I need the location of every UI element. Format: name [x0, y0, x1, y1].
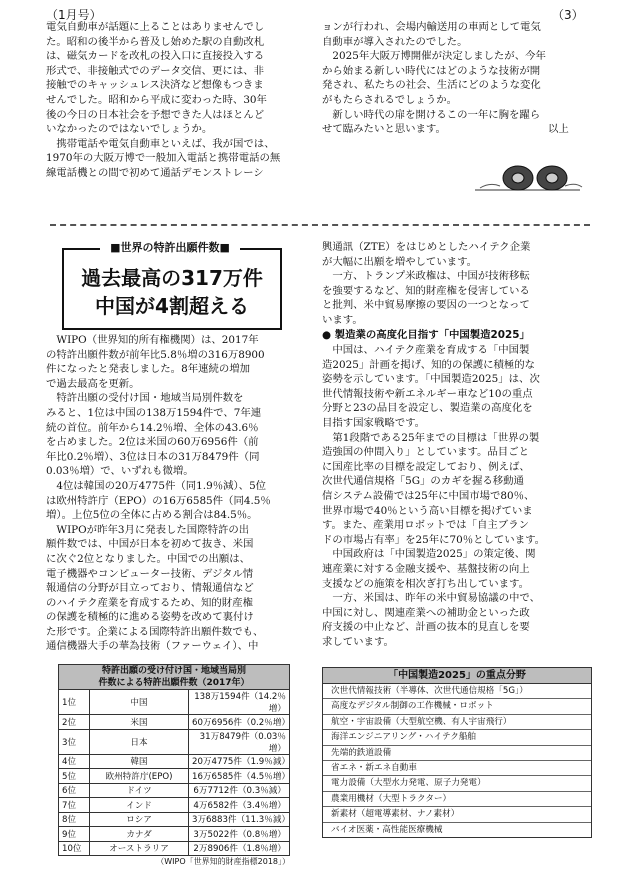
count-cell: 2万8906件（1.8％増） — [189, 841, 290, 856]
rank-cell: 6位 — [59, 783, 90, 798]
text-line: のハイテク産業を育成するため、知的財産権 — [46, 596, 253, 609]
text-line: 通信機器大手の華為技術（ファーウェイ）、中 — [46, 640, 259, 653]
text-line: 第1段階である25年までの目標は「世界の製 — [322, 431, 540, 444]
text-line: の保護を積極的に進める姿勢を改めて裏付け — [46, 611, 254, 624]
table-row — [59, 729, 290, 754]
text-line: 0.03％増）で、いずれも微増。 — [46, 465, 194, 478]
text-line: 報通信の分野が目立っており、情報通信など — [46, 582, 254, 595]
patent-table — [58, 664, 290, 867]
text-line: 接触でのキャッシュレス決済など想像もつきま — [46, 79, 264, 92]
rank-cell: 3位 — [59, 729, 90, 754]
text-line: 携帯電話や電気自動車といえば、我が国では、 — [46, 137, 275, 150]
table-row — [59, 769, 290, 784]
text-line: 自動車が導入されたのでした。 — [322, 35, 468, 48]
text-line: 電気自動車が話題に上ることはありませんでし — [46, 21, 265, 33]
text-line: 4位は韓国の20万4775件（同1.9％減）、5位 — [46, 479, 267, 492]
count-cell: 138万1594件（14.2％増） — [189, 690, 290, 715]
count-cell: 3万6883件（11.3％減） — [189, 812, 290, 827]
closing-mark: 以上 — [548, 123, 569, 135]
article-title-box — [62, 248, 282, 330]
text-line: 発され、私たちの社会、生活にどのような変化 — [322, 79, 541, 92]
focus-item: 新素材（超電導素材、ナノ素材） — [323, 807, 591, 822]
rank-cell: 9位 — [59, 827, 90, 842]
intro-right-column — [322, 20, 546, 137]
text-line: 願件数では、中国が日本を初めて抜き、米国 — [46, 538, 254, 551]
text-line: みると、1位は中国の138万1594件で、7年連 — [46, 406, 262, 419]
name-cell: 欧州特許庁(EPO) — [90, 769, 189, 784]
text-line: は、磁気カードを改札の投入口に直接投入する — [46, 50, 265, 63]
table-row — [59, 783, 290, 798]
name-cell: オーストラリア — [90, 841, 189, 856]
text-line: 連産業に対する金融支援や、基盤技術の向上 — [322, 562, 530, 575]
text-line: す。また、産業用ロボットでは「自主ブラン — [322, 519, 529, 532]
count-cell: 4万6582件（3.4％増） — [189, 798, 290, 813]
focus-areas-box — [322, 667, 592, 838]
count-cell: 16万6585件（4.5％増） — [189, 769, 290, 784]
text-line: 中国に対し、関連産業への補助金といった政 — [322, 606, 530, 619]
name-cell: ドイツ — [90, 783, 189, 798]
text-line: に国産比率の目標を設定しており、例えば、 — [322, 460, 530, 473]
count-cell: 3万5022件（0.8％増） — [189, 827, 290, 842]
text-line: WIPO（世界知的所有権機関）は、2017年 — [46, 334, 259, 346]
focus-item: バイオ医薬・高性能医療機械 — [331, 824, 443, 835]
text-line: ョンが行われ、会場内輸送用の車両として電気 — [322, 21, 541, 33]
article-right-column-bottom — [322, 343, 545, 649]
rank-cell: 1位 — [59, 690, 90, 715]
text-line: 電子機器やコンピューター技術、デジタル情 — [46, 567, 254, 580]
text-line: を占めました。2位は米国の60万6956件（前 — [46, 436, 259, 449]
text-line: 分野と23の品目を設定し、製造業の高度化を — [322, 402, 533, 415]
table-caption-line-2: 件数による特許出願件数（2017年） — [98, 678, 250, 688]
table-caption — [59, 665, 290, 690]
focus-item: 省エネ・新エネ自動車 — [323, 761, 591, 776]
issue-label: （1月号） — [46, 8, 102, 22]
text-line: が大幅に出願を増やしています。 — [322, 255, 478, 268]
count-cell: 31万8479件（0.03％増） — [189, 729, 290, 754]
text-line: た形です。企業による国際特許出願件数でも、 — [46, 625, 264, 638]
text-line: 次世代通信規格「5G」のカギを握る移動通 — [322, 475, 524, 488]
name-cell: ロシア — [90, 812, 189, 827]
text-line: 信システム設備では25年に中国市場で80％、 — [322, 489, 535, 502]
text-line: 府支援の中止など、計画の抜本的見直しを要 — [322, 621, 530, 634]
focus-item: 次世代情報技術（半導体、次世代通信規格「5G」） — [323, 684, 591, 699]
text-line: 続の首位。前年から14.2％増、全体の43.6％ — [46, 421, 259, 434]
name-cell: インド — [90, 798, 189, 813]
intro-left-column — [46, 20, 280, 181]
article-left-column — [46, 333, 271, 654]
text-line: に次ぐ2位となりました。中国での出願は、 — [46, 552, 251, 565]
text-line: の特許出願件数が前年比5.8％増の316万8900 — [46, 348, 265, 361]
text-line: 件になったと発表しました。8年連続の増加 — [46, 363, 251, 376]
text-line: 一方、米国は、昨年の米中貿易協議の中で、 — [322, 592, 540, 605]
text-line: 一方、トランプ米政権は、中国が技術移転 — [322, 270, 530, 283]
text-line: いなかったのではないでしょうか。 — [46, 123, 213, 136]
headline-2: 中国が4割超える — [95, 294, 249, 318]
text-line: 新しい時代の扉を開けるこの一年に胸を躍ら — [322, 108, 541, 121]
count-cell: 60万6956件（0.2％増） — [189, 715, 290, 730]
text-line: 年比0.2％増）、3位は日本の31万8479件（同 — [46, 450, 260, 463]
section-divider — [50, 224, 590, 226]
rank-cell: 2位 — [59, 715, 90, 730]
text-line: た。昭和の後半から普及し始めた駅の自動改札 — [46, 35, 265, 48]
text-line: は欧州特許庁（EPO）の16万6585件（同4.5％ — [46, 494, 271, 507]
text-line: 造強国の仲間入り」としています。品目ごと — [322, 446, 529, 459]
rank-cell: 4位 — [59, 754, 90, 769]
table-row — [59, 812, 290, 827]
text-line: 中国政府は「中国製造2025」の策定後、関 — [322, 548, 536, 561]
focus-item: 高度なデジタル制御の工作機械・ロボット — [323, 699, 591, 714]
text-line: 形式で、非接触式でのデータ交信、更には、非 — [46, 64, 264, 77]
focus-item: 海洋エンジニアリング・ハイテク船舶 — [323, 730, 591, 745]
text-line: 増）。上位5位の全体に占める割合は84.5％。 — [46, 509, 258, 522]
text-line: 線電話機との間で初めて通話デモンストレーシ — [46, 166, 264, 179]
text-line: 姿勢を示しています。「中国製造2025」は、次 — [322, 373, 540, 386]
text-line: せんでした。昭和から平成に変わった時、30年 — [46, 93, 267, 106]
focus-item: 電力設備（大型水力発電、原子力発電） — [323, 776, 591, 791]
page-number: （3） — [552, 8, 584, 22]
text-line: 中国は、ハイテク産業を育成する「中国製 — [322, 344, 530, 356]
name-cell: 米国 — [90, 715, 189, 730]
text-line: 世代情報技術や新エネルギー車など10の重点 — [322, 387, 533, 400]
count-cell: 6万7712件（0.3％減） — [189, 783, 290, 798]
text-line: ドの市場占有率」を25年に70％としています。 — [322, 533, 546, 546]
name-cell: 中国 — [90, 690, 189, 715]
text-line: 2025年大阪万博開催が決定しましたが、今年 — [322, 50, 546, 63]
tires-illustration — [470, 160, 590, 196]
focus-item: 農業用機材（大型トラクター） — [323, 792, 591, 807]
article-subhead: ● 製造業の高度化目指す「中国製造2025」 — [322, 329, 530, 341]
headline-1: 過去最高の317万件 — [81, 266, 263, 290]
table-row — [59, 754, 290, 769]
text-line: 後の今日の日本社会を予想できた人はほとんど — [46, 108, 265, 121]
article-kicker: ■世界の特許出願件数■ — [100, 239, 240, 255]
text-line: 造2025」計画を掲げ、知的の保護に積極的な — [322, 358, 536, 371]
table-row — [59, 798, 290, 813]
text-line: 特許出願の受付け国・地域当局別件数を — [46, 392, 244, 405]
text-line: 世界市場で40％という高い目標を掲げていま — [322, 504, 533, 517]
table-row — [59, 827, 290, 842]
text-line: から始まる新しい時代にはどのような技術が開 — [322, 64, 541, 77]
text-line: がもたらされるでしょうか。 — [322, 93, 457, 106]
table-source: （WIPO「世界知的財産指標2018」） — [156, 857, 290, 866]
rank-cell: 8位 — [59, 812, 90, 827]
table-row — [59, 690, 290, 715]
text-line: 支援などの施策を相次ぎ打ち出しています。 — [322, 577, 529, 590]
text-line: せて臨みたいと思います。 — [322, 123, 446, 136]
text-line: と批判、米中貿易摩擦の要因の一つとなって — [322, 299, 530, 312]
text-line: 目指す国家戦略です。 — [322, 416, 426, 429]
text-line: WIPOが昨年3月に発表した国際特許の出 — [46, 523, 250, 536]
text-line: います。 — [322, 313, 363, 326]
text-line: 興通訊（ZTE）をはじめとしたハイテク企業 — [322, 241, 531, 253]
rank-cell: 7位 — [59, 798, 90, 813]
table-caption-line-1: 特許出願の受け付け国・地域当局別 — [101, 666, 246, 676]
text-line: 求しています。 — [322, 635, 394, 648]
count-cell: 20万4775件（1.9％減） — [189, 754, 290, 769]
name-cell: 韓国 — [90, 754, 189, 769]
focus-item: 航空・宇宙設備（大型航空機、有人宇宙飛行） — [323, 715, 591, 730]
name-cell: カナダ — [90, 827, 189, 842]
text-line: 1970年の大阪万博で一般加入電話と携帯電話の無 — [46, 152, 281, 165]
table-row — [59, 841, 290, 856]
text-line: を強要するなど、知的財産権を侵害している — [322, 284, 530, 297]
focus-item: 先端的鉄道設備 — [323, 746, 591, 761]
rank-cell: 5位 — [59, 769, 90, 784]
rank-cell: 10位 — [59, 841, 90, 856]
article-right-column-top — [322, 240, 530, 328]
focus-box-title: 「中国製造2025」の重点分野 — [323, 668, 591, 684]
text-line: で過去最高を更新。 — [46, 377, 140, 390]
name-cell: 日本 — [90, 729, 189, 754]
table-row — [59, 715, 290, 730]
